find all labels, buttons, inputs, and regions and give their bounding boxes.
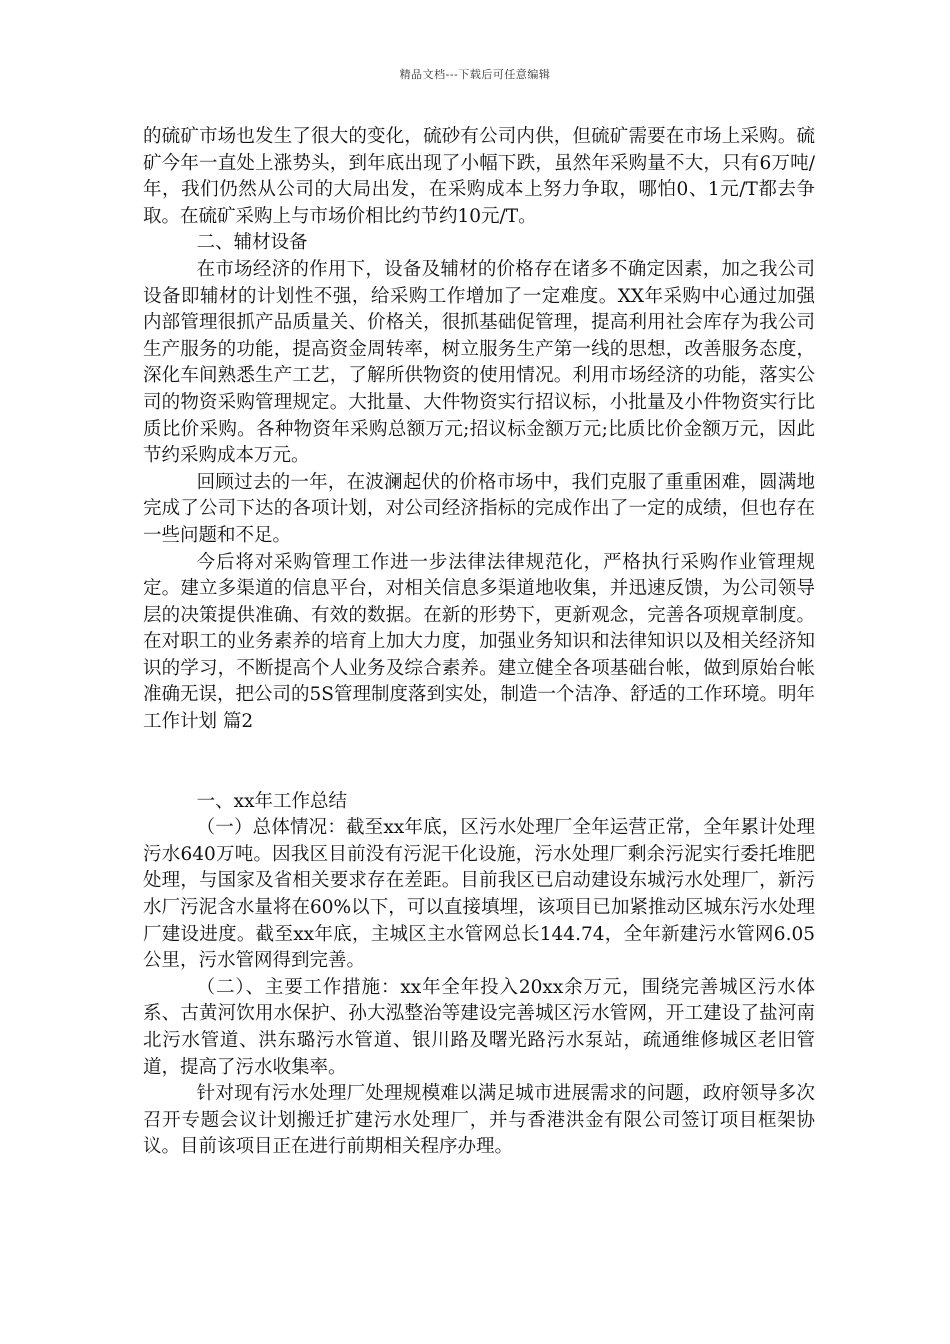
paragraph-year-review: 回顾过去的一年，在波澜起伏的价格市场中，我们克服了重重困难，圆满地完成了公司下达的各项计划，对公司经济指标的完成作出了一定的成绩，但也存在一些问题和不足。 <box>143 471 815 546</box>
section-heading-auxiliary-equipment: 二、辅材设备 <box>196 232 308 254</box>
paragraph-equipment-procurement: 在市场经济的作用下，设备及辅材的价格存在诸多不确定因素，加之我公司设备即辅材的计划性不强，给采购工作增加了一定难度。XX年采购中心通过加强内部管理很抓产品质量关、价格关，很抓基础促管理，提高利用社会库存为我公司生产服务的功能，提高资金周转率，树立服务生产第一线的思想，改善服务态度，深化车间熟悉生产工艺，了解所供物资的使用情况。利用市场经济的功能，落实公司的物资采购管理规定。大批量、大件物资实行招议标，小批量及小件物资实行比质比价采购。各种物资年采购总额万元;招议标金额万元;比质比价金额万元，因此节约采购成本万元。 <box>143 258 815 467</box>
paragraph-future-plan: 今后将对采购管理工作进一步法律法律规范化，严格执行采购作业管理规定。建立多渠道的信息平台，对相关信息多渠道地收集，并迅速反馈，为公司领导层的决策提供准确、有效的数据。在新的形势下，更新观念，完善各项规章制度。在对职工的业务素养的培育上加大力度，加强业务知识和法律知识以及相关经济知识的学习，不断提高个人业务及综合素养。建立健全各项基础台帐，做到原始台帐准确无误，把公司的5S管理制度落到实处，制造一个洁净、舒适的工作环境。明年工作计划 篇2 <box>143 551 815 733</box>
section-heading-work-summary: 一、xx年工作总结 <box>196 790 348 812</box>
document-body <box>143 124 815 1161</box>
page-header: 精品文档---下载后可任意编辑 <box>399 68 551 81</box>
paragraph-sulfur-market: 的硫矿市场也发生了很大的变化，硫砂有公司内供，但硫矿需要在市场上采购。硫矿今年一直处上涨势头，到年底出现了小幅下跌，虽然年采购量不大，只有6万吨/年，我们仍然从公司的大局出发，在采购成本上努力争取，哪怕0、1元/T都去争取。在硫矿采购上与市场价相比约节约10元/T。 <box>143 126 815 227</box>
section-gap <box>143 736 815 789</box>
paragraph-overall-situation: （一）总体情况：截至xx年底，区污水处理厂全年运营正常，全年累计处理污水640万吨。因我区目前没有污泥干化设施，污水处理厂剩余污泥实行委托堆肥处理，与国家及省相关要求存在差距。目前我区已启动建设东城污水处理厂，新污水厂污泥含水量将在60%以下，可以直接填埋，该项目已加紧推动区城东污水处理厂建设进度。截至xx年底，主城区主水管网总长144.74，全年新建污水管网6.05公里，污水管网得到完善。 <box>143 817 815 972</box>
paragraph-main-measures: （二）、主要工作措施：xx年全年投入20xx余万元，围绕完善城区污水体系、古黄河饮用水保护、孙大泓整治等建设完善城区污水管网，开工建设了盐河南北污水管道、洪东璐污水管道、银川路及曙光路污水泵站，疏通维修城区老旧管道，提高了污水收集率。 <box>143 976 815 1078</box>
paragraph-plant-relocation: 针对现有污水处理厂处理规模难以满足城市进展需求的问题，政府领导多次召开专题会议计划搬迁扩建污水处理厂，并与香港洪金有限公司签订项目框架协议。目前该项目正在进行前期相关程序办理。 <box>143 1083 815 1158</box>
